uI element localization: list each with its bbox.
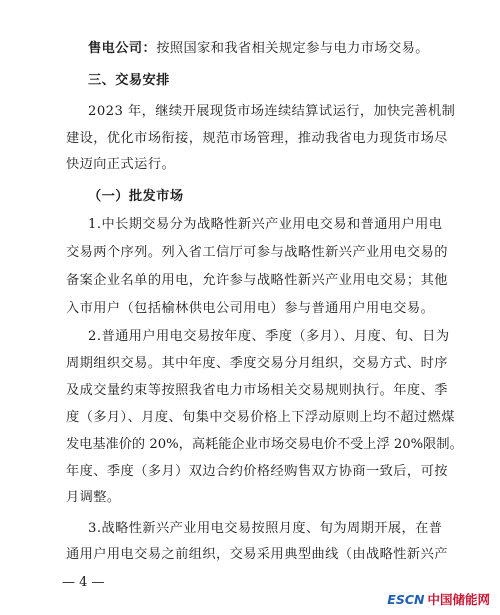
paragraph-line: 1.中长期交易分为战略性新兴产业用电交易和普通用户用电 xyxy=(88,217,443,232)
paragraph-line xyxy=(88,40,460,58)
paragraph-line: 入市用户（包括榆林供电公司用电）参与普通用户用电交易。 xyxy=(66,301,435,316)
paragraph-line: 周期组织交易。其中年度、季度交易分月组织，交易方式、时序 xyxy=(66,356,448,371)
page-number: — 4 — xyxy=(62,575,105,590)
watermark-brand: ESCN xyxy=(387,591,425,607)
paragraph-line: 发电基准价的 20%，高耗能企业市场交易电价不受上浮 20%限制。 xyxy=(66,437,463,452)
paragraph-line: 交易两个序列。列入省工信厅可参与战略性新兴产业用电交易的 xyxy=(66,245,448,260)
bold-lead: 售电公司： xyxy=(88,41,157,56)
paragraph-line: 月调整。 xyxy=(66,490,121,505)
paragraph-line: 建设，优化市场衔接，规范市场管理，推动我省电力现货市场尽 xyxy=(66,131,448,146)
line-text: 按照国家和我省相关规定参与电力市场交易。 xyxy=(156,41,429,56)
paragraph-line: 备案企业名单的用电，允许参与战略性新兴产业用电交易；其他 xyxy=(66,273,448,288)
paragraph-line: 及成交量约束等按照我省电力市场相关交易规则执行。年度、季 xyxy=(66,383,448,398)
paragraph-line: 2.普通用户用电交易按年度、季度（多月）、月度、旬、日为 xyxy=(88,329,450,344)
paragraph-line: 度（多月）、月度、旬集中交易价格上下浮动原则上均不超过燃煤 xyxy=(66,410,455,425)
paragraph-line: 通用户用电交易之前组织，交易采用典型曲线（由战略性新兴产 xyxy=(66,547,448,562)
section-heading: 三、交易安排 xyxy=(88,73,170,88)
subsection-heading: （一）批发市场 xyxy=(88,189,184,204)
paragraph-line: 年度、季度（多月）双边合约价格经购售双方协商一致后，可按 xyxy=(66,464,448,479)
watermark-name: 中国储能网 xyxy=(427,592,490,607)
paragraph-line: 快迈向正式运行。 xyxy=(66,157,176,172)
watermark-logo xyxy=(387,590,490,608)
paragraph-line: 3.战略性新兴产业用电交易按照月度、旬为周期开展，在普 xyxy=(88,521,443,536)
paragraph-line: 2023 年，继续开展现货市场连续结算试运行，加快完善机制 xyxy=(88,104,456,119)
